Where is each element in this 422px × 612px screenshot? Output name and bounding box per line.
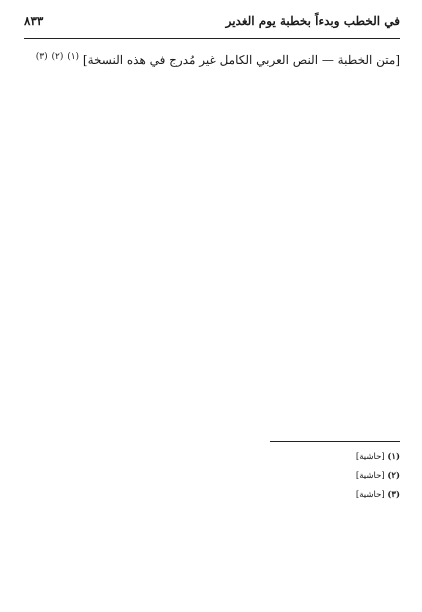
footnote-text: [حاشية]	[355, 490, 385, 500]
running-header	[24, 14, 400, 34]
running-header-title: في الخطب وبدءاً بخطبة يوم الغدير	[225, 14, 400, 28]
body-text	[24, 49, 400, 427]
footnote-number: (٢)	[387, 471, 400, 481]
footnote	[24, 488, 400, 502]
footnotes	[24, 450, 400, 502]
footnote-number: (١)	[387, 452, 400, 462]
header-rule	[24, 38, 400, 39]
body-paragraph: [متن الخطبة — النص العربي الكامل غير مُدرج في هذه النسخة]	[82, 53, 400, 67]
footnote-rule	[270, 441, 400, 442]
footnote-number: (٣)	[387, 490, 400, 500]
footnote-ref-2: (٢)	[51, 52, 64, 62]
page-number: ٨٣٣	[24, 14, 44, 28]
footnote	[24, 469, 400, 483]
footnote-text: [حاشية]	[355, 452, 385, 462]
footnote	[24, 450, 400, 464]
footnote-text: [حاشية]	[355, 471, 385, 481]
footnote-ref-3: (٣)	[35, 52, 48, 62]
footnote-ref-1: (١)	[67, 52, 80, 62]
